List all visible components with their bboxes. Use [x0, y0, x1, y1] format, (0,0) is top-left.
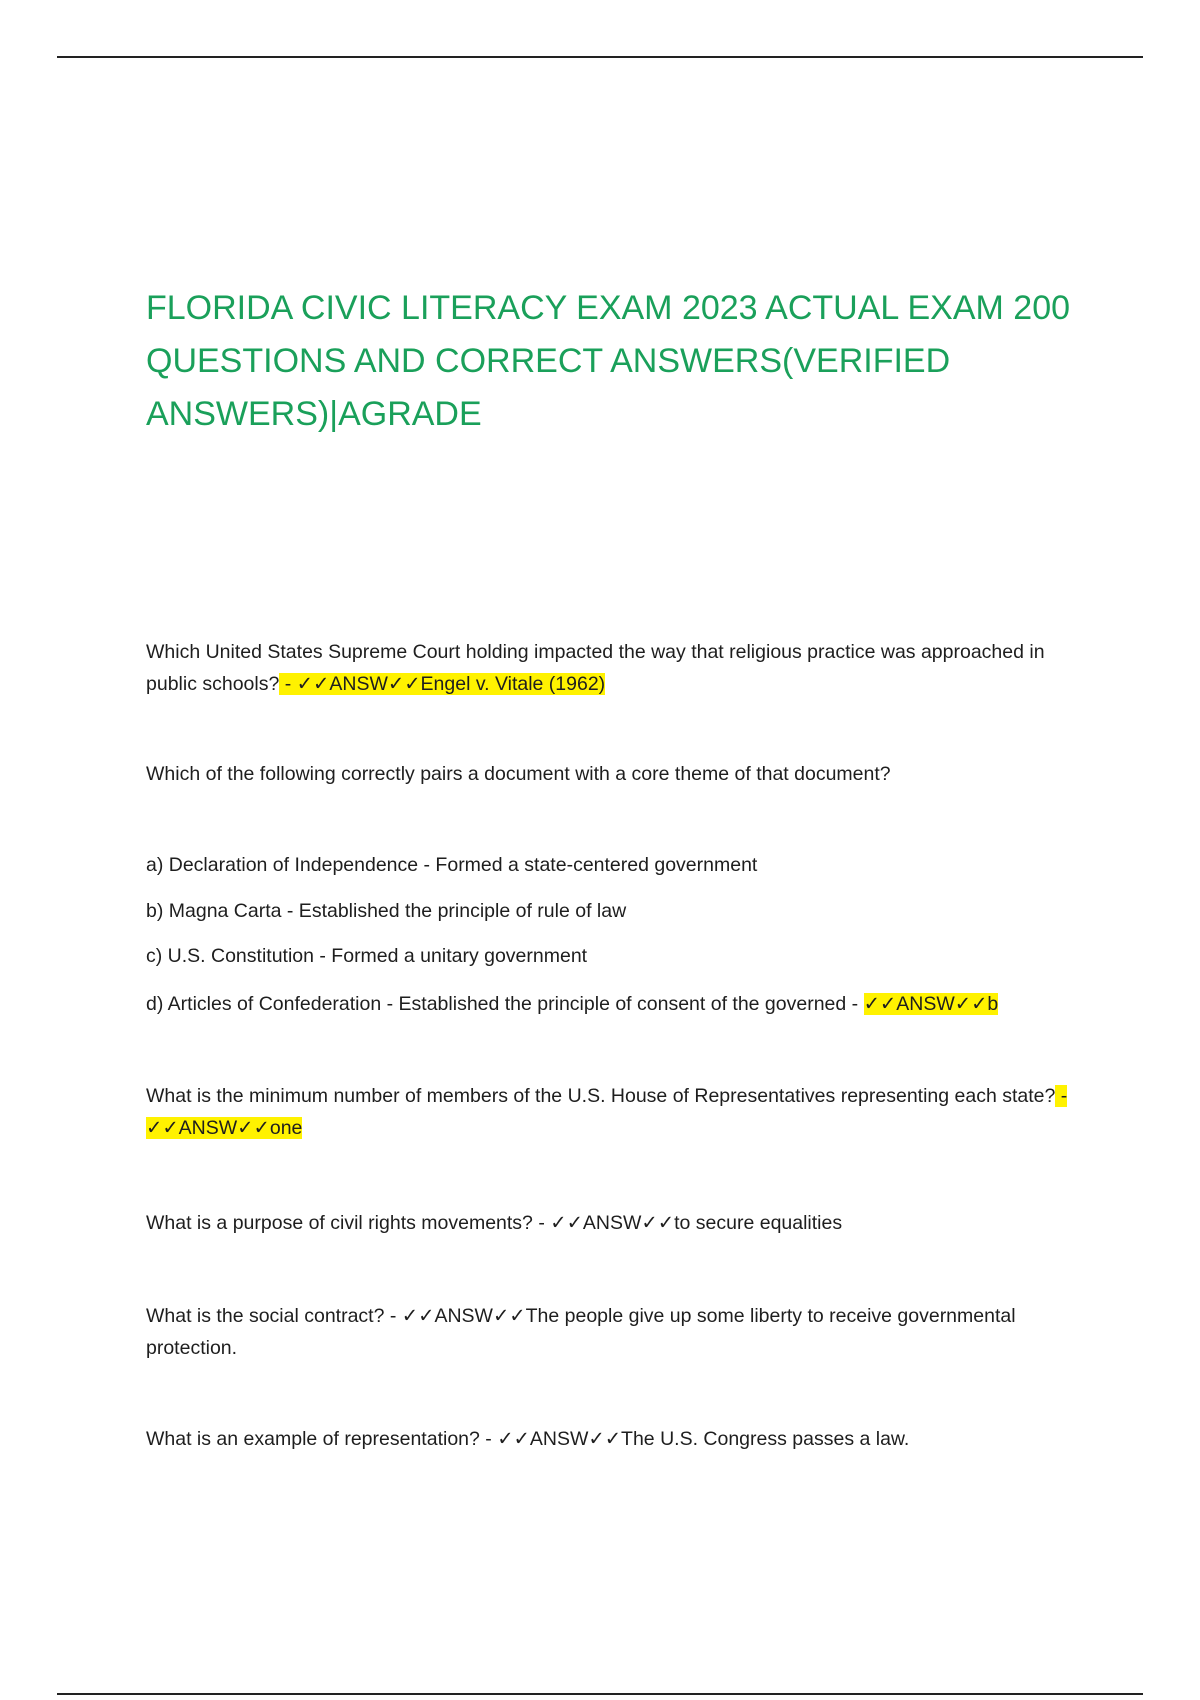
question-text: What is an example of representation? [146, 1428, 480, 1450]
question-text: What is the minimum number of members of the U.S. House of Representatives representing each state? [146, 1085, 1056, 1107]
qa-item-6 [146, 1423, 1096, 1455]
bottom-rule [57, 1693, 1143, 1695]
question-text: Which of the following correctly pairs a document with a core theme of that document? [146, 763, 891, 785]
qa-item-3 [146, 1080, 1096, 1144]
option-text: a) Declaration of Independence - Formed a state-centered government [146, 854, 758, 876]
question-text: Which United States Supreme Court holding impacted the way that religious practice was approached in public schools? [146, 641, 1045, 695]
option-text: b) Magna Carta - Established the principle of rule of law [146, 900, 627, 922]
option-text: d) Articles of Confederation - Established the principle of consent of the governed - [146, 993, 864, 1015]
highlighted-answer: ✓✓ANSW✓✓b [863, 993, 999, 1015]
document-title [146, 282, 1106, 441]
answer-text: - ✓✓ANSW✓✓to secure equalities [532, 1212, 843, 1234]
top-rule [57, 56, 1143, 58]
option-text: c) U.S. Constitution - Formed a unitary government [146, 945, 588, 967]
highlighted-answer: - ✓✓ANSW✓✓Engel v. Vitale (1962) [279, 673, 606, 695]
qa-item-5 [146, 1300, 1096, 1364]
answer-text: - ✓✓ANSW✓✓The U.S. Congress passes a law. [479, 1428, 910, 1450]
qa-item-1 [146, 636, 1096, 700]
qa-item-4 [146, 1207, 1096, 1239]
qa-item-2-question [146, 758, 1096, 790]
question-text: What is a purpose of civil rights movements? [146, 1212, 533, 1234]
title-line-1: FLORIDA CIVIC LITERACY EXAM 2023 ACTUAL EXAM 200 [146, 289, 1071, 327]
option-b [146, 895, 1096, 927]
option-d [146, 988, 1096, 1020]
answer-text: - ✓✓ANSW✓✓The people give up some liberty to receive governmental protection. [146, 1305, 1016, 1359]
option-a [146, 849, 1096, 881]
title-line-2: QUESTIONS AND CORRECT ANSWERS(VERIFIED [146, 342, 951, 380]
title-line-3: ANSWERS)|AGRADE [146, 395, 482, 433]
highlighted-answer: - ✓✓ANSW✓✓one [146, 1085, 1068, 1139]
question-text: What is the social contract? [146, 1305, 385, 1327]
option-c [146, 940, 1096, 972]
